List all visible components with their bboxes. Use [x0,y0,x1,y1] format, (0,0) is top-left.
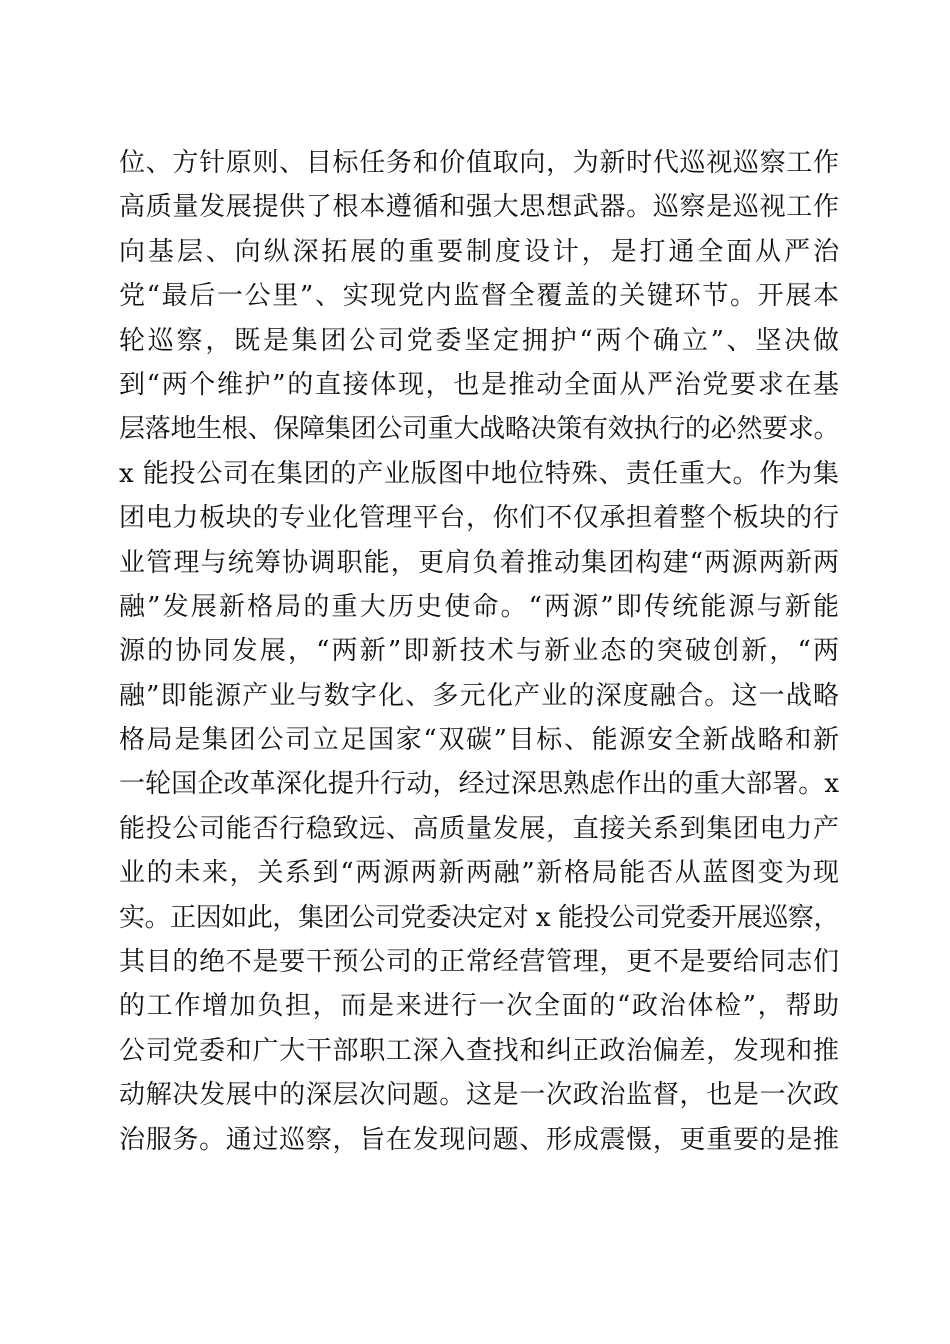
text-line: 轮巡察，既是集团公司党委坚定拥护“两个确立”、坚决做 [119,325,839,356]
text-line: 业管理与统筹协调职能，更肩负着推动集团构建“两源两新两 [119,547,839,578]
text-line: 公司党委和广大干部职工深入查找和纠正政治偏差，发现和推 [119,1035,839,1066]
text-line: 一轮国企改革深化提升行动，经过深思熟虑作出的重大部署。x [119,769,839,800]
text-line: 的工作增加负担，而是来进行一次全面的“政治体检”，帮助 [119,991,839,1022]
text-line: 融”发展新格局的重大历史使命。“两源”即传统能源与新能 [119,591,839,622]
text-line: 业的未来，关系到“两源两新两融”新格局能否从蓝图变为现 [119,858,839,889]
text-line: 源的协同发展，“两新”即新技术与新业态的突破创新，“两 [119,636,839,667]
text-line: 格局是集团公司立足国家“双碳”目标、能源安全新战略和新 [119,725,839,756]
body-text [119,141,839,1162]
text-line: 治服务。通过巡察，旨在发现问题、形成震慑，更重要的是推 [119,1124,839,1155]
text-line: x 能投公司在集团的产业版图中地位特殊、责任重大。作为集 [119,458,839,489]
text-line: 位、方针原则、目标任务和价值取向，为新时代巡视巡察工作 [119,148,839,178]
text-line: 实。正因如此，集团公司党委决定对 x 能投公司党委开展巡察， [119,902,839,933]
text-line: 高质量发展提供了根本遵循和强大思想武器。巡察是巡视工作 [119,192,839,223]
text-line: 层落地生根、保障集团公司重大战略决策有效执行的必然要求。 [119,414,839,445]
text-line: 向基层、向纵深拓展的重要制度设计，是打通全面从严治 [119,236,839,267]
text-line: 团电力板块的专业化管理平台，你们不仅承担着整个板块的行 [119,503,839,534]
text-line: 能投公司能否行稳致远、高质量发展，直接关系到集团电力产 [119,813,839,844]
text-line: 其目的绝不是要干预公司的正常经营管理，更不是要给同志们 [119,947,839,978]
text-line: 融”即能源产业与数字化、多元化产业的深度融合。这一战略 [119,680,839,711]
text-line: 党“最后一公里”、实现党内监督全覆盖的关键环节。开展本 [119,281,839,312]
text-line: 动解决发展中的深层次问题。这是一次政治监督，也是一次政 [119,1080,839,1111]
text-line: 到“两个维护”的直接体现，也是推动全面从严治党要求在基 [119,369,839,400]
